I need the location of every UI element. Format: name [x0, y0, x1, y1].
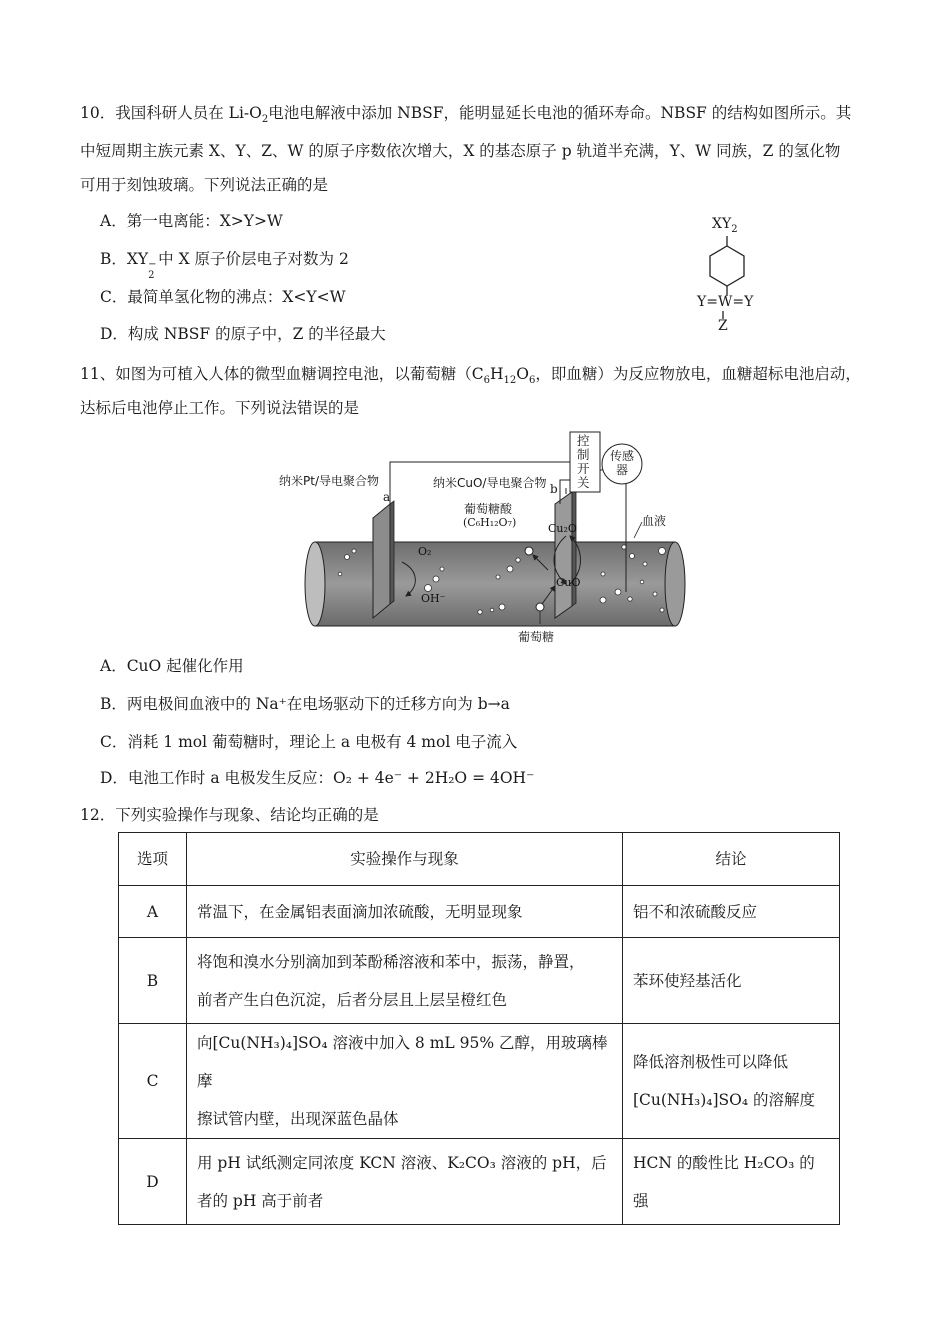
q11-line2: 达标后电池停止工作。下列说法错误的是 [80, 399, 360, 417]
q11-line1: 11、如图为可植入人体的微型血糖调控电池，以葡萄糖（$C_6H_{12}O_6$，即血糖）为反应物放电，血糖超标电池启动， [80, 365, 861, 387]
electrode-b [555, 489, 576, 618]
header-conclusion: 结论 [623, 833, 840, 886]
header-option: 选项 [119, 833, 187, 886]
label-gluconic-formula: (C₆H₁₂O₇) [463, 516, 517, 529]
structure-bottom-label: Z [718, 318, 728, 334]
label-cu2o: Cu₂O [548, 522, 577, 535]
row-option: D [119, 1139, 187, 1225]
row-option: C [119, 1024, 187, 1139]
experiment-table [118, 832, 840, 1225]
label-cuo-electrode: 纳米CuO/导电聚合物 [433, 476, 547, 490]
row-operation: 将饱和溴水分别滴加到苯酚稀溶液和苯中，振荡，静置， 前者产生白色沉淀，后者分层且上层呈橙红色 [187, 938, 623, 1024]
q10-option-a: A．第一电离能：X>Y>W [100, 212, 283, 230]
row-operation: 用 pH 试纸测定同浓度 KCN 溶液、K₂CO₃ 溶液的 pH，后 者的 pH 高于前者 [187, 1139, 623, 1225]
row-conclusion: 降低溶剂极性可以降低 [Cu(NH₃)₄]SO₄ 的溶解度 [623, 1024, 840, 1139]
table-row [119, 1139, 840, 1225]
q11-option-c: C．消耗 1 mol 葡萄糖时，理论上 a 电极有 4 mol 电子流入 [100, 733, 518, 751]
blood-vessel [305, 542, 685, 626]
header-operation: 实验操作与现象 [187, 833, 623, 886]
q10-option-c: C．最简单氢化物的沸点：X<Y<W [100, 288, 346, 306]
label-glucose: 葡萄糖 [518, 630, 555, 644]
q10-option-b: B．XY − 2 中 X 原子价层电子对数为 2 [100, 250, 349, 281]
table-row [119, 1024, 840, 1139]
label-sensor: 传感 器 [609, 449, 634, 477]
glucose-molecule [536, 603, 544, 611]
label-cuo: CuO [556, 576, 581, 589]
table-header-row [119, 833, 840, 886]
row-operation: 向[Cu(NH₃)₄]SO₄ 溶液中加入 8 mL 95% 乙醇，用玻璃棒摩 擦试管内壁，出现深蓝色晶体 [187, 1024, 623, 1139]
table-row [119, 886, 840, 938]
structure-middle-label: Y=W=Y [697, 294, 754, 310]
row-conclusion: HCN 的酸性比 H₂CO₃ 的强 [623, 1139, 840, 1225]
q11-option-a: A．CuO 起催化作用 [100, 657, 244, 675]
label-b: b [550, 482, 558, 496]
gluconic-acid-molecule [525, 547, 533, 555]
q12-title: 12．下列实验操作与现象、结论均正确的是 [80, 806, 379, 824]
q10-option-d: D．构成 NBSF 的原子中，Z 的半径最大 [100, 325, 386, 343]
q11-option-d: D．电池工作时 a 电极发生反应：O₂ + 4e⁻ + 2H₂O = 4OH⁻ [100, 769, 535, 787]
label-control-switch: 控 制 开 关 [577, 433, 590, 490]
row-option: B [119, 938, 187, 1024]
row-operation: 常温下，在金属铝表面滴加浓硫酸，无明显现象 [187, 886, 623, 938]
table-row [119, 938, 840, 1024]
label-o2: O₂ [418, 545, 432, 558]
label-oh: OH⁻ [421, 592, 446, 605]
label-a: a [383, 490, 391, 504]
row-conclusion: 苯环使羟基活化 [623, 938, 840, 1024]
electrode-a [373, 501, 394, 618]
label-gluconic-acid: 葡萄糖酸 [464, 502, 513, 516]
label-blood: 血液 [642, 514, 667, 528]
structure-top-label: $XY_2$ [712, 216, 738, 235]
q11-option-b: B．两电极间血液中的 Na⁺在电场驱动下的迁移方向为 b→a [100, 695, 510, 713]
row-conclusion: 铝不和浓硫酸反应 [623, 886, 840, 938]
row-option: A [119, 886, 187, 938]
q10-line3: 可用于刻蚀玻璃。下列说法正确的是 [80, 176, 329, 194]
label-pt-electrode: 纳米Pt/导电聚合物 [279, 474, 379, 488]
q10-line2: 中短周期主族元素 X、Y、Z、W 的原子序数依次增大，X 的基态原子 p 轨道半充满，Y、W 同族，Z 的氢化物 [80, 142, 841, 160]
q10-line1: 10．我国科研人员在 $Li-O_2$电池电解液中添加 NBSF，能明显延长电池的循环寿命。NBSF 的结构如图所示。其 [80, 104, 852, 126]
